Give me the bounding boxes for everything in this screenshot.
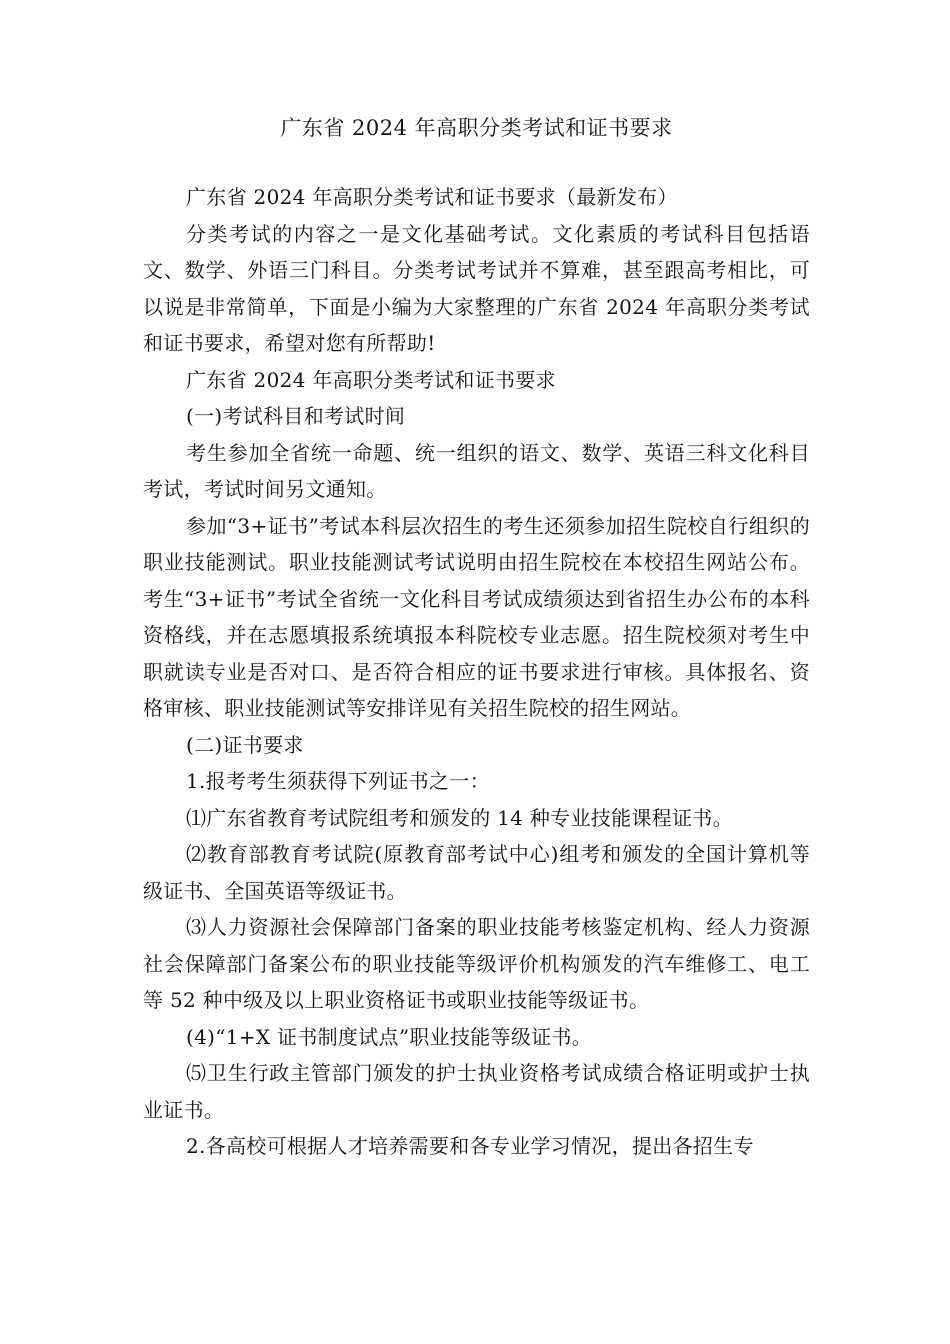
list-item-certificate-1: ⑴广东省教育考试院组考和颁发的 14 种专业技能课程证书。 xyxy=(186,805,733,830)
list-item-certificate-5: ⑸卫生行政主管部门颁发的护士执业资格考试成绩合格证明或护士执业证书。 xyxy=(143,1061,810,1122)
list-item-certificate-2: ⑵教育部教育考试院(原教育部考试中心)组考和颁发的全国计算机等级证书、全国英语等级证书。 xyxy=(143,842,810,903)
document-body xyxy=(143,179,810,1165)
paragraph-3-plus-certificate: 参加“3+证书”考试本科层次招生的考生还须参加招生院校自行组织的职业技能测试。职业技能测试考试说明由招生院校在本校招生网站公布。考生“3+证书”考试全省统一文化科目考试成绩须达到省招生办公布的本科资格线，并在志愿填报系统填报本科院校专业志愿。招生院校须对考生中职就读专业是否对口、是否符合相应的证书要求进行审核。具体报名、资格审核、职业技能测试等安排详见有关招生院校的招生网站。 xyxy=(143,513,810,720)
paragraph-intro: 分类考试的内容之一是文化基础考试。文化素质的考试科目包括语文、数学、外语三门科目。分类考试考试并不算难，甚至跟高考相比，可以说是非常简单，下面是小编为大家整理的广东省 2024 年高职分类考试和证书要求，希望对您有所帮助! xyxy=(143,221,810,355)
paragraph-subtitle: 广东省 2024 年高职分类考试和证书要求（最新发布） xyxy=(186,185,678,209)
list-item-certificate-4: (4)“1+X 证书制度试点”职业技能等级证书。 xyxy=(186,1024,593,1049)
list-heading-required-certificates: 1.报考考生须获得下列证书之一： xyxy=(186,769,490,793)
section-heading-certificate-requirements: (二)证书要求 xyxy=(186,732,304,757)
paragraph-school-requirements: 2.各高校可根据人才培养需要和各专业学习情况，提出各招生专 xyxy=(186,1134,754,1158)
paragraph-heading: 广东省 2024 年高职分类考试和证书要求 xyxy=(186,367,556,392)
section-heading-exam-subjects: (一)考试科目和考试时间 xyxy=(186,404,406,428)
list-item-certificate-3: ⑶人力资源社会保障部门备案的职业技能考核鉴定机构、经人力资源社会保障部门备案公布的职业技能等级评价机构颁发的汽车维修工、电工等 52 种中级及以上职业资格证书或职业技能等级证书。 xyxy=(143,915,810,1012)
document-title: 广东省 2024 年高职分类考试和证书要求 xyxy=(280,116,673,140)
paragraph-exam-subjects: 考生参加全省统一命题、统一组织的语文、数学、英语三科文化科目考试，考试时间另文通知。 xyxy=(143,440,810,501)
